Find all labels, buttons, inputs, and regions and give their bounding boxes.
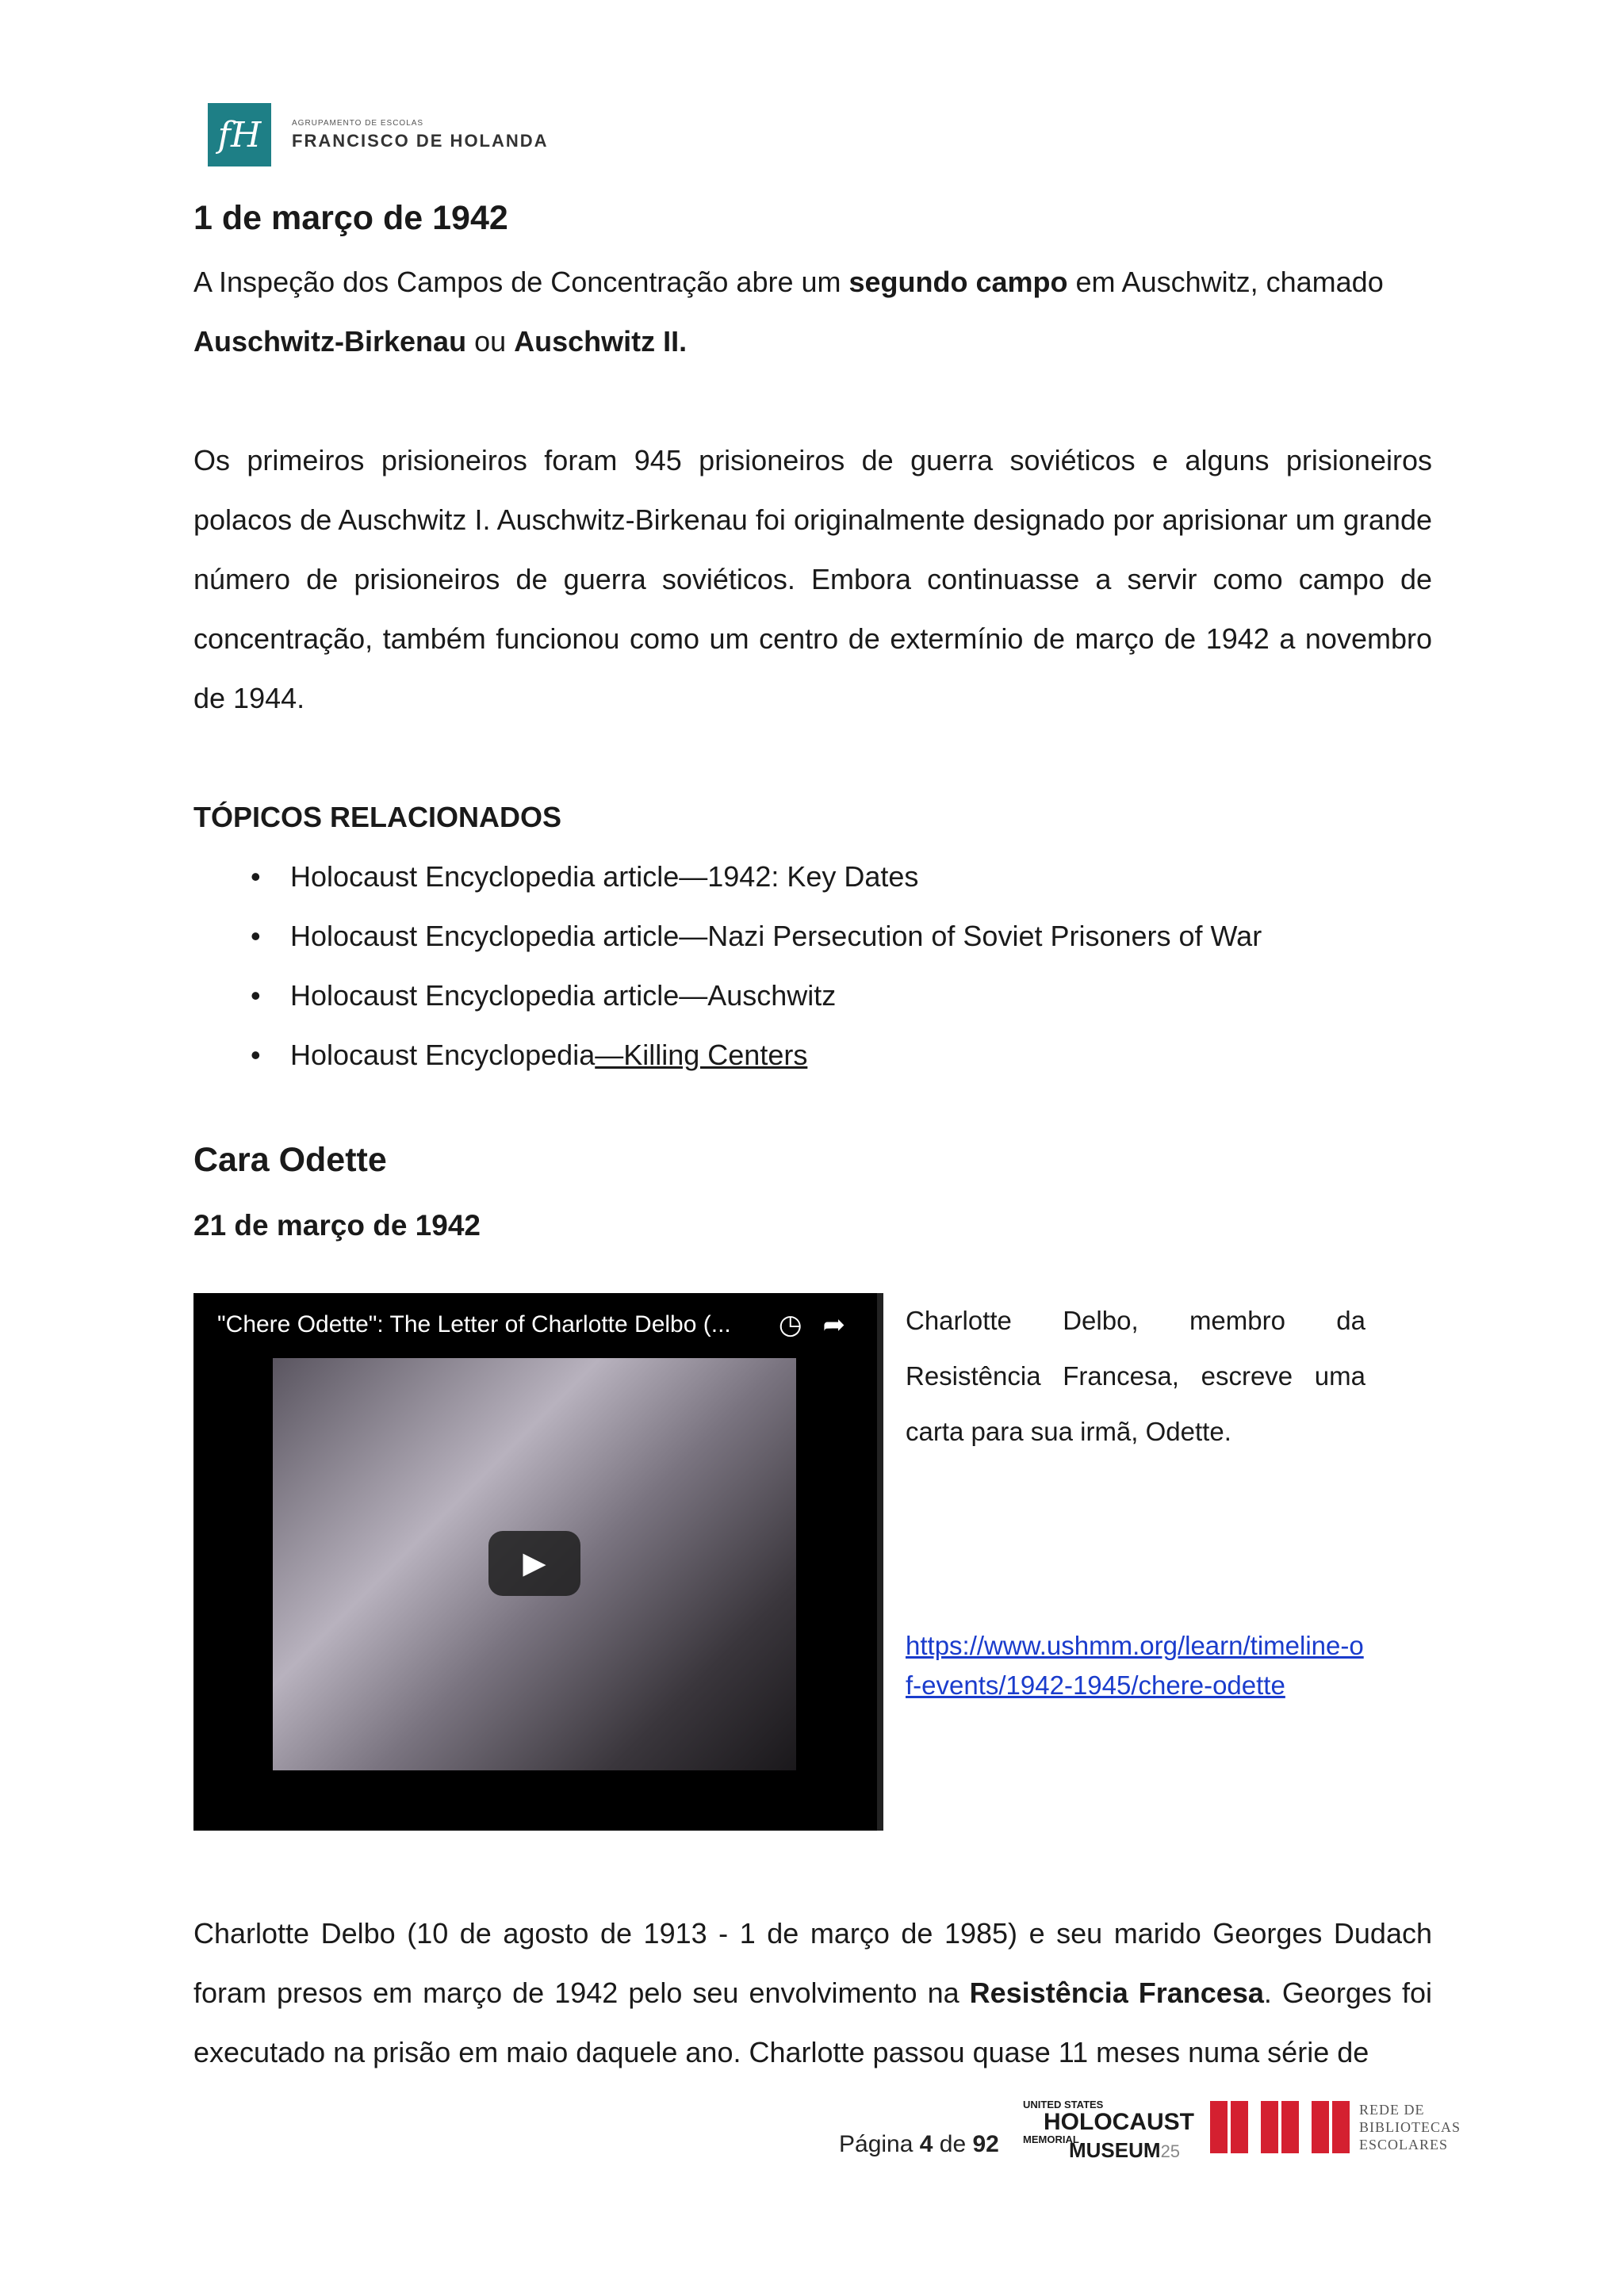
logo-title: FRANCISCO DE HOLANDA: [292, 130, 549, 151]
play-icon: ▶: [523, 1546, 546, 1580]
ushmm-link[interactable]: https://www.ushmm.org/learn/timeline-of-events/1942-1945/chere-odette: [906, 1631, 1364, 1700]
video-title[interactable]: "Chere Odette": The Letter of Charlotte Delbo (...: [217, 1311, 731, 1337]
share-icon[interactable]: ➦: [822, 1310, 845, 1340]
school-logo: [208, 103, 549, 166]
main-content: [193, 190, 1432, 2082]
section-heading-cara-odette: Cara Odette: [193, 1141, 387, 1179]
paragraph-charlotte: Charlotte Delbo (10 de agosto de 1913 - 1 de março de 1985) e seu marido Georges Dudach foram presos em março de 1942 pelo seu envolvimento na Resistência Francesa. Georges foi executado na prisão em maio daquele ano. Charlotte passou quase 11 meses numa série de: [193, 1917, 1433, 2068]
clock-icon[interactable]: ◷: [778, 1310, 802, 1340]
section-date-heading: 1 de março de 1942: [193, 199, 508, 237]
bullet-icon: •: [251, 860, 261, 893]
page-number: Página 4 de 92: [839, 2131, 999, 2157]
section-subdate: 21 de março de 1942: [193, 1209, 481, 1242]
play-button[interactable]: [488, 1531, 580, 1596]
bullet-icon: •: [251, 1039, 261, 1071]
list-item: • Holocaust Encyclopedia article—1942: Key Dates: [193, 847, 1432, 906]
ushmm-logo: UNITED STATES HOLOCAUST MEMORIAL MUSEUM25: [1023, 2099, 1194, 2162]
rbe-logo: REDE DE BIBLIOTECAS ESCOLARES: [1210, 2101, 1461, 2153]
video-caption: [906, 1293, 1365, 1831]
related-topics-list: [193, 847, 1432, 1085]
killing-centers-link[interactable]: —Killing Centers: [595, 1039, 808, 1071]
paragraph-intro: A Inspeção dos Campos de Concentração abre um segundo campo em Auschwitz, chamado Auschwitz-Birkenau ou Auschwitz II.: [193, 266, 1384, 358]
video-embed[interactable]: [193, 1293, 883, 1831]
caption-text: Charlotte Delbo, membro da Resistência Francesa, escreve uma carta para sua irmã, Odette.: [906, 1306, 1365, 1446]
list-item: • Holocaust Encyclopedia article—Nazi Persecution of Soviet Prisoners of War: [193, 906, 1432, 966]
list-item: • Holocaust Encyclopedia—Killing Centers: [193, 1025, 1432, 1085]
bullet-icon: •: [251, 920, 261, 952]
bullet-icon: •: [251, 979, 261, 1012]
paragraph-prisoners: Os primeiros prisioneiros foram 945 prisioneiros de guerra soviéticos e alguns prisioneiros polacos de Auschwitz I. Auschwitz-Birkenau foi originalmente designado por aprisionar um grande número de prisioneiros de guerra soviéticos. Embora continuasse a servir como campo de concentração, também funcionou como um centro de extermínio de março de 1942 a novembro de 1944.: [193, 444, 1432, 714]
logo-subtitle: AGRUPAMENTO DE ESCOLAS: [292, 118, 424, 128]
related-topics-title: TÓPICOS RELACIONADOS: [193, 801, 562, 833]
logo-mark: fH: [208, 103, 271, 166]
rbe-mark: [1210, 2101, 1350, 2153]
video-row: [193, 1293, 1432, 1831]
list-item: • Holocaust Encyclopedia article—Auschwitz: [193, 966, 1432, 1025]
